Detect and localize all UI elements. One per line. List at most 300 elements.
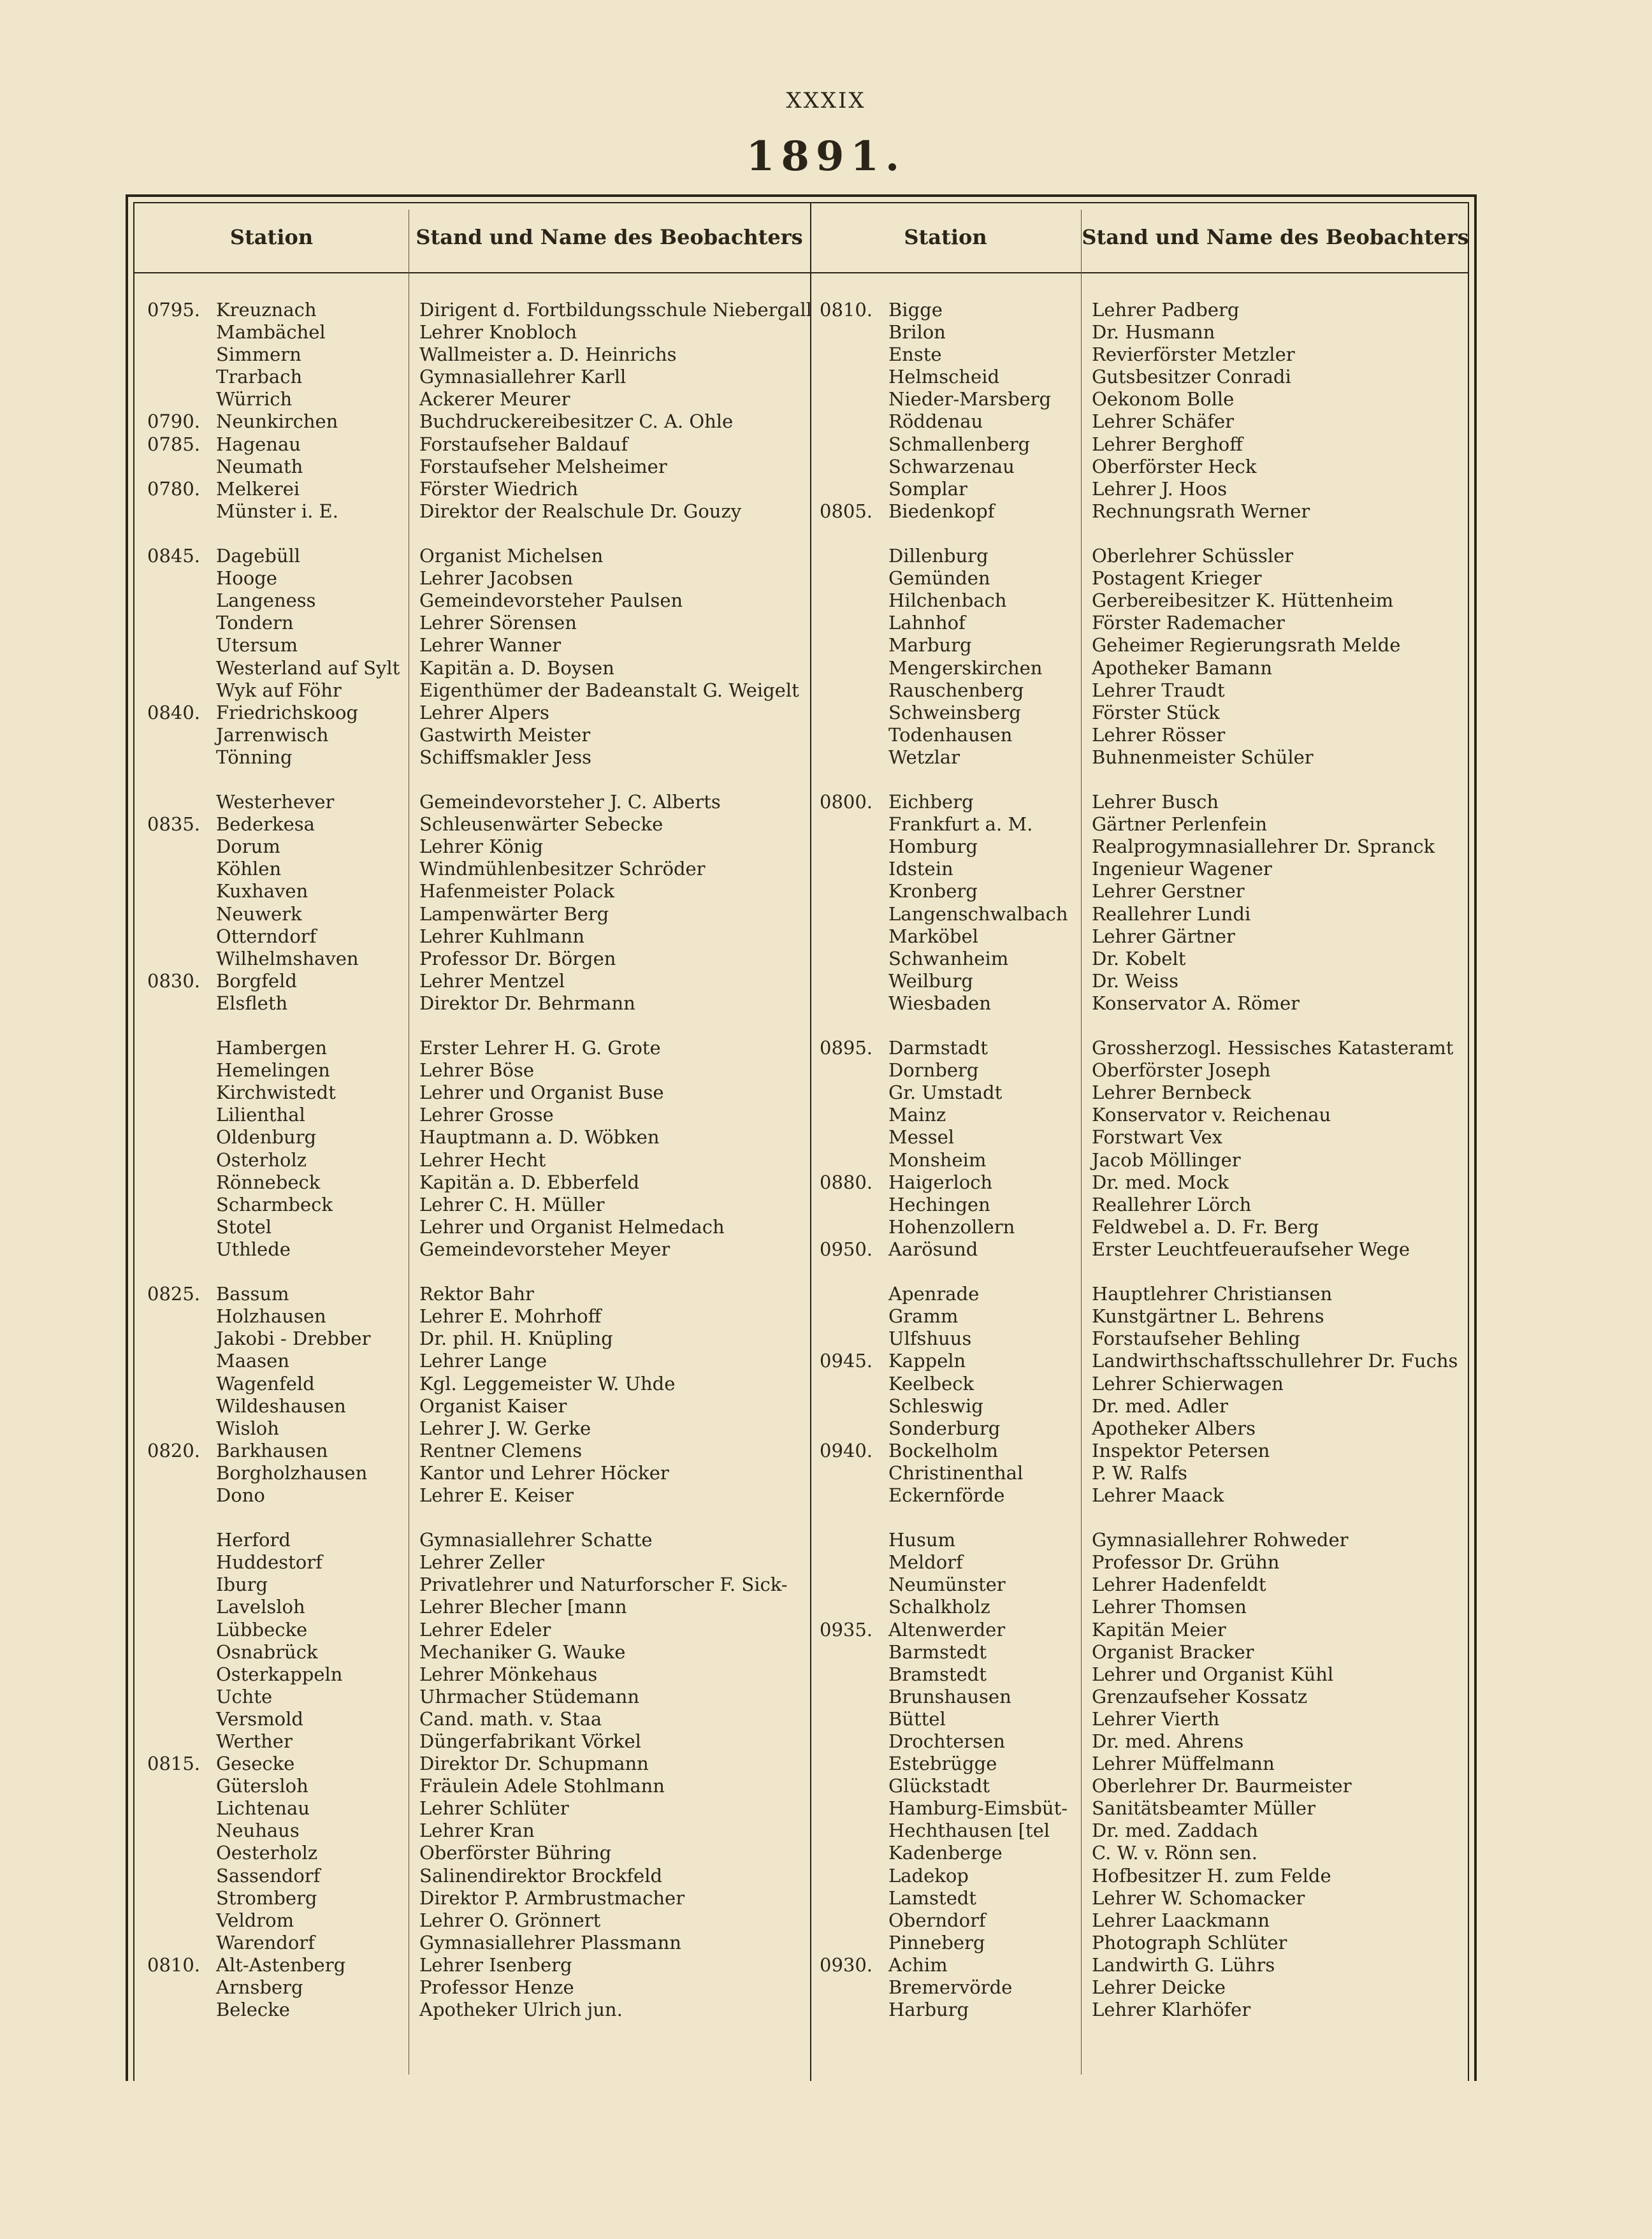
station-name: Wyk auf Föhr: [216, 679, 342, 701]
observer-name: Professor Dr. Grühn: [1092, 1551, 1280, 1574]
observer-name: Lehrer E. Mohrhoff: [419, 1305, 602, 1328]
station-name: Schwanheim: [888, 947, 1009, 969]
station-row: [147, 1283, 409, 1305]
observer-name: Uhrmacher Stüdemann: [419, 1685, 639, 1707]
station-row: [820, 366, 1081, 388]
observer-name: Dr. med. Mock: [1092, 1171, 1229, 1193]
station-row: [820, 1171, 1081, 1194]
station-code: 0810.: [820, 299, 873, 321]
station-row: [147, 769, 409, 791]
station-name: Ulfshuus: [888, 1328, 972, 1350]
observer-name: Schiffsmakler Jess: [419, 746, 591, 768]
station-name: Homburg: [888, 836, 978, 858]
station-row: [820, 1104, 1081, 1126]
station-row: [820, 1015, 1081, 1037]
station-row: [820, 567, 1081, 590]
station-name: Borgfeld: [216, 969, 297, 992]
station-row: [147, 1082, 409, 1104]
observer-table: [126, 194, 1477, 2081]
station-name: Kirchwistedt: [216, 1082, 336, 1104]
observer-name: Hafenmeister Polack: [419, 880, 615, 902]
right-station-header: Station: [904, 225, 987, 249]
station-row: [820, 388, 1081, 410]
station-row: [820, 299, 1081, 321]
station-row: [147, 1999, 409, 2021]
station-row: [147, 500, 409, 523]
station-name: Oldenburg: [216, 1126, 317, 1148]
station-row: [147, 1261, 409, 1283]
observer-name: Lehrer Grosse: [419, 1104, 554, 1126]
station-row: [147, 388, 409, 410]
station-name: Wiesbaden: [888, 992, 991, 1014]
station-name: Hambergen: [216, 1037, 328, 1059]
station-row: [147, 970, 409, 992]
station-name: Sonderburg: [888, 1417, 1001, 1439]
station-row: [820, 1395, 1081, 1417]
station-name: Holzhausen: [216, 1305, 326, 1328]
station-name: Sassendorf: [216, 1864, 321, 1887]
station-row: [147, 1350, 409, 1372]
station-row: [147, 1104, 409, 1126]
observer-name: Photograph Schlüter: [1092, 1931, 1287, 1953]
station-name: Mainz: [888, 1104, 946, 1126]
station-row: [147, 702, 409, 724]
station-name: Hooge: [216, 567, 277, 590]
station-row: [820, 992, 1081, 1015]
station-name: Jakobi - Drebber: [216, 1328, 371, 1350]
station-row: [820, 1730, 1081, 1753]
station-name: Trarbach: [216, 366, 303, 388]
station-name: Wildeshausen: [216, 1395, 346, 1417]
observer-name: Lehrer C. H. Müller: [419, 1193, 605, 1215]
station-row: [820, 1775, 1081, 1797]
observer-name: Forstaufseher Baldauf: [419, 433, 628, 455]
station-name: Rauschenberg: [888, 679, 1024, 701]
station-row: [820, 1619, 1081, 1641]
station-name: Idstein: [888, 858, 953, 880]
station-row: [820, 478, 1081, 500]
station-row: [147, 1932, 409, 1954]
observer-name: Lehrer Bernbeck: [1092, 1082, 1251, 1104]
station-name: Würrich: [216, 388, 293, 410]
observer-name: Gärtner Perlenfein: [1092, 813, 1268, 836]
station-name: Harburg: [888, 1999, 969, 2021]
observer-name: Buchdruckereibesitzer C. A. Ohle: [419, 410, 734, 433]
observer-name: Förster Rademacher: [1092, 612, 1285, 634]
station-row: [820, 813, 1081, 836]
observer-name: Lehrer Padberg: [1092, 299, 1240, 321]
center-divider: [810, 203, 811, 2081]
station-name: Keelbeck: [888, 1372, 975, 1395]
station-name: Stotel: [216, 1215, 272, 1238]
observer-name: Erster Lehrer H. G. Grote: [419, 1037, 661, 1059]
observer-name: Konservator v. Reichenau: [1092, 1104, 1331, 1126]
station-name: Wisloh: [216, 1417, 279, 1439]
station-row: [820, 1663, 1081, 1686]
station-row: [147, 1574, 409, 1596]
station-name: Hohenzollern: [888, 1215, 1015, 1238]
station-name: Langenschwalbach: [888, 902, 1068, 925]
observer-name: Revierförster Metzler: [1092, 344, 1295, 366]
station-name: Brunshausen: [888, 1685, 1011, 1707]
station-name: Belecke: [216, 1999, 290, 2021]
station-row: [820, 1686, 1081, 1708]
station-name: Hemelingen: [216, 1059, 330, 1082]
station-row: [820, 1328, 1081, 1350]
observer-name: Oberförster Joseph: [1092, 1059, 1271, 1082]
station-name: Glückstadt: [888, 1775, 990, 1797]
left-observer-header: Stand und Name des Beobachters: [416, 225, 803, 249]
observer-name: Lehrer Mönkehaus: [419, 1663, 598, 1685]
station-name: Arnsberg: [216, 1976, 303, 1999]
station-row: [820, 1820, 1081, 1842]
station-row: [820, 769, 1081, 791]
page-year: 1891.: [746, 133, 906, 180]
observer-name: Lehrer Traudt: [1092, 679, 1225, 701]
station-row: [147, 1842, 409, 1864]
observer-name: Kapitän Meier: [1092, 1618, 1226, 1641]
station-row: [820, 836, 1081, 858]
station-name: Wagenfeld: [216, 1372, 315, 1395]
station-name: Maasen: [216, 1350, 289, 1372]
station-row: [820, 1149, 1081, 1171]
station-name: Hechingen: [888, 1193, 990, 1215]
station-row: [147, 1395, 409, 1417]
station-name: Herford: [216, 1529, 291, 1551]
station-row: [820, 1708, 1081, 1730]
station-code: 0845.: [147, 545, 201, 567]
station-row: [147, 344, 409, 366]
station-row: [820, 1507, 1081, 1529]
observer-name: Lehrer E. Keiser: [419, 1484, 574, 1506]
station-name: Somplar: [888, 477, 967, 500]
station-name: Uthlede: [216, 1238, 291, 1260]
station-name: Nieder-Marsberg: [888, 388, 1052, 410]
station-row: [820, 858, 1081, 880]
station-row: [147, 1865, 409, 1887]
observer-name: Direktor Dr. Behrmann: [419, 992, 635, 1014]
station-name: Lahnhof: [888, 612, 966, 634]
station-row: [820, 746, 1081, 769]
station-name: Kuxhaven: [216, 880, 308, 902]
observer-name: [419, 769, 808, 791]
station-name: Köhlen: [216, 858, 282, 880]
station-row: [820, 590, 1081, 612]
observer-name: Lehrer Zeller: [419, 1551, 545, 1574]
station-row: [820, 1865, 1081, 1887]
station-name: Osterholz: [216, 1148, 307, 1171]
station-name: Barmstedt: [888, 1641, 987, 1663]
station-row: [820, 433, 1081, 456]
observer-name: Lehrer Klarhöfer: [1092, 1999, 1251, 2021]
station-name: Werther: [216, 1730, 293, 1752]
station-name: Dornberg: [888, 1059, 979, 1082]
station-row: [147, 679, 409, 702]
station-row: [147, 1820, 409, 1842]
station-name: Melkerei: [216, 477, 300, 500]
station-row: [147, 1216, 409, 1238]
station-name: Lichtenau: [216, 1797, 310, 1820]
station-row: [147, 612, 409, 634]
station-name: Neumünster: [888, 1574, 1006, 1596]
station-row: [147, 1619, 409, 1641]
station-name: Röddenau: [888, 410, 983, 433]
right-station-column: [820, 299, 1081, 2021]
station-row: [147, 925, 409, 948]
station-name: Bassum: [216, 1283, 289, 1305]
observer-name: Lehrer Kran: [419, 1820, 535, 1842]
station-name: Brilon: [888, 321, 946, 344]
station-row: [820, 1954, 1081, 1976]
station-row: [820, 903, 1081, 925]
station-name: Schmallenberg: [888, 433, 1031, 455]
station-name: Hagenau: [216, 433, 301, 455]
station-name: Weilburg: [888, 969, 973, 992]
station-name: Wetzlar: [888, 746, 960, 768]
station-name: Warendorf: [216, 1931, 315, 1953]
station-code: 0815.: [147, 1753, 201, 1775]
station-row: [147, 1059, 409, 1082]
observer-name: Konservator A. Römer: [1092, 992, 1300, 1014]
station-name: Gesecke: [216, 1753, 295, 1775]
station-row: [820, 1037, 1081, 1059]
observer-name: Lehrer Alpers: [419, 701, 549, 723]
observer-name: Forstaufseher Behling: [1092, 1328, 1301, 1350]
observer-name: Gymnasiallehrer Schatte: [419, 1529, 653, 1551]
station-row: [147, 1641, 409, 1663]
station-row: [147, 1797, 409, 1820]
station-code: 0825.: [147, 1283, 201, 1305]
station-row: [820, 1887, 1081, 1909]
observer-name: Förster Stück: [1092, 701, 1220, 723]
observer-name: Kapitän a. D. Ebberfeld: [419, 1171, 640, 1193]
station-row: [147, 1171, 409, 1194]
station-row: [147, 1887, 409, 1909]
station-code: 0820.: [147, 1439, 201, 1461]
station-name: Ladekop: [888, 1864, 969, 1887]
station-name: Schleswig: [888, 1395, 983, 1417]
observer-name: Lehrer und Organist Kühl: [1092, 1663, 1334, 1685]
observer-name: [419, 1261, 808, 1283]
station-code: 0780.: [147, 477, 201, 500]
observer-name: Gymnasiallehrer Plassmann: [419, 1931, 681, 1953]
station-code: 0945.: [820, 1350, 873, 1372]
station-name: Messel: [888, 1126, 955, 1148]
station-name: Lilienthal: [216, 1104, 305, 1126]
station-row: [820, 1529, 1081, 1551]
observer-name: Förster Wiedrich: [419, 477, 578, 500]
observer-name: Lehrer O. Grönnert: [419, 1909, 601, 1931]
station-row: [820, 1842, 1081, 1864]
observer-name: Lehrer Vierth: [1092, 1707, 1220, 1730]
table-inner-frame: [133, 202, 1469, 2081]
observer-name: Jacob Möllinger: [1092, 1148, 1241, 1171]
station-row: [147, 1663, 409, 1686]
station-name: Gemünden: [888, 567, 990, 590]
station-row: [147, 478, 409, 500]
observer-name: Reallehrer Lörch: [1092, 1193, 1252, 1215]
station-row: [147, 1037, 409, 1059]
observer-name: Oberförster Heck: [1092, 455, 1257, 477]
station-row: [147, 1149, 409, 1171]
observer-name: Kapitän a. D. Boysen: [419, 656, 614, 679]
station-name: Neuwerk: [216, 902, 302, 925]
station-row: [147, 1596, 409, 1618]
station-name: Utersum: [216, 634, 298, 656]
station-name: Westerhever: [216, 791, 335, 813]
station-row: [820, 1641, 1081, 1663]
station-row: [147, 1686, 409, 1708]
observer-name: Hofbesitzer H. zum Felde: [1092, 1864, 1331, 1887]
observer-name: Dirigent d. Fortbildungsschule Niebergall: [419, 299, 812, 321]
observer-name: Gerbereibesitzer K. Hüttenheim: [1092, 590, 1394, 612]
station-row: [147, 1753, 409, 1775]
observer-name: Dr. med. Ahrens: [1092, 1730, 1244, 1752]
station-name: Schalkholz: [888, 1596, 990, 1618]
station-name: Büttel: [888, 1707, 946, 1730]
station-row: [820, 321, 1081, 344]
station-name: Friedrichskoog: [216, 701, 358, 723]
station-name: Achim: [888, 1953, 948, 1976]
station-name: Schwarzenau: [888, 455, 1015, 477]
station-name: Westerland auf Sylt: [216, 656, 400, 679]
station-name: Dono: [216, 1484, 265, 1506]
observer-name: P. W. Ralfs: [1092, 1461, 1187, 1484]
station-name: Aarösund: [888, 1238, 978, 1260]
observer-name: Kunstgärtner L. Behrens: [1092, 1305, 1324, 1328]
observer-name: [1092, 523, 1474, 545]
observer-name: Düngerfabrikant Vörkel: [419, 1730, 641, 1752]
station-name: Dillenburg: [888, 545, 989, 567]
observer-name: Lehrer Kuhlmann: [419, 925, 585, 947]
station-code: 0950.: [820, 1238, 873, 1260]
station-row: [820, 1484, 1081, 1507]
observer-name: Dr. med. Zaddach: [1092, 1820, 1258, 1842]
station-row: [147, 634, 409, 656]
observer-name: Lehrer Busch: [1092, 791, 1219, 813]
observer-name: Privatlehrer und Naturforscher F. Sick-: [419, 1574, 788, 1596]
station-row: [820, 634, 1081, 656]
observer-name: [419, 1507, 808, 1529]
observer-name: Dr. Kobelt: [1092, 947, 1186, 969]
observer-name: Apotheker Ulrich jun.: [419, 1999, 623, 2021]
station-code: 0930.: [820, 1953, 873, 1976]
observer-name: Gastwirth Meister: [419, 723, 591, 746]
station-row: [147, 858, 409, 880]
station-name: Simmern: [216, 344, 301, 366]
header-rule: [134, 272, 1468, 273]
station-row: [820, 523, 1081, 545]
station-name: Monsheim: [888, 1148, 987, 1171]
station-row: [147, 1440, 409, 1462]
observer-name: Forstwart Vex: [1092, 1126, 1223, 1148]
station-name: Neuhaus: [216, 1820, 300, 1842]
observer-name: Rektor Bahr: [419, 1283, 534, 1305]
station-row: [820, 1596, 1081, 1618]
station-row: [147, 1462, 409, 1484]
station-row: [147, 1238, 409, 1261]
observer-name: Professor Henze: [419, 1976, 574, 1999]
observer-name: Gemeindevorsteher J. C. Alberts: [419, 791, 721, 813]
station-row: [820, 1305, 1081, 1328]
observer-name: Apotheker Albers: [1092, 1417, 1256, 1439]
observer-name: Inspektor Petersen: [1092, 1439, 1270, 1461]
observer-name: [419, 523, 808, 545]
station-name: Bockelholm: [888, 1439, 998, 1461]
station-row: [147, 1126, 409, 1148]
station-name: Todenhausen: [888, 723, 1013, 746]
station-name: Pinneberg: [888, 1931, 985, 1953]
station-code: 0830.: [147, 969, 201, 992]
observer-name: Ackerer Meurer: [419, 388, 570, 410]
station-name: Apenrade: [888, 1283, 980, 1305]
observer-name: Lehrer Hadenfeldt: [1092, 1574, 1266, 1596]
observer-name: Lehrer Deicke: [1092, 1976, 1226, 1999]
observer-name: Professor Dr. Börgen: [419, 947, 616, 969]
observer-name: Lehrer und Organist Buse: [419, 1082, 664, 1104]
station-name: Kadenberge: [888, 1842, 1003, 1864]
observer-name: Lehrer Schierwagen: [1092, 1372, 1284, 1395]
station-name: Iburg: [216, 1574, 268, 1596]
station-name: Rönnebeck: [216, 1171, 321, 1193]
station-row: [820, 657, 1081, 679]
station-row: [820, 1551, 1081, 1574]
station-row: [147, 321, 409, 344]
right-observer-column: [1092, 299, 1474, 2021]
station-row: [820, 612, 1081, 634]
station-name: Osnabrück: [216, 1641, 318, 1663]
station-name: Wilhelmshaven: [216, 947, 359, 969]
station-name: Schweinsberg: [888, 701, 1021, 723]
observer-name: Oberlehrer Dr. Baurmeister: [1092, 1775, 1352, 1797]
station-row: [147, 1373, 409, 1395]
station-code: 0880.: [820, 1171, 873, 1193]
station-row: [820, 925, 1081, 948]
station-row: [147, 724, 409, 746]
observer-name: Dr. phil. H. Knüpling: [419, 1328, 613, 1350]
station-code: 0800.: [820, 791, 873, 813]
station-name: Eichberg: [888, 791, 974, 813]
station-name: Barkhausen: [216, 1439, 328, 1461]
station-name: Lübbecke: [216, 1618, 308, 1641]
station-name: Neumath: [216, 455, 303, 477]
station-row: [820, 702, 1081, 724]
station-row: [820, 1194, 1081, 1216]
observer-name: Lehrer Berghoff: [1092, 433, 1243, 455]
observer-name: Lehrer Laackmann: [1092, 1909, 1270, 1931]
right-observer-header: Stand und Name des Beobachters: [1082, 225, 1469, 249]
station-row: [820, 1574, 1081, 1596]
station-row: [147, 1417, 409, 1440]
observer-name: Dr. med. Adler: [1092, 1395, 1228, 1417]
station-row: [820, 1216, 1081, 1238]
station-name: Estebrügge: [888, 1753, 997, 1775]
station-name: Mengerskirchen: [888, 656, 1043, 679]
station-row: [820, 948, 1081, 970]
observer-name: Lehrer Wanner: [419, 634, 562, 656]
station-row: [147, 1954, 409, 1976]
observer-name: Mechaniker G. Wauke: [419, 1641, 626, 1663]
observer-name: Oekonom Bolle: [1092, 388, 1235, 410]
station-name: Kreuznach: [216, 299, 317, 321]
observer-name: Lehrer Hecht: [419, 1148, 546, 1171]
station-name: Stromberg: [216, 1887, 317, 1909]
observer-name: Lehrer Schäfer: [1092, 410, 1235, 433]
observer-name: Direktor Dr. Schupmann: [419, 1753, 649, 1775]
station-name: Bramstedt: [888, 1663, 987, 1685]
station-name: Hilchenbach: [888, 590, 1007, 612]
observer-name: Direktor der Realschule Dr. Gouzy: [419, 500, 742, 522]
